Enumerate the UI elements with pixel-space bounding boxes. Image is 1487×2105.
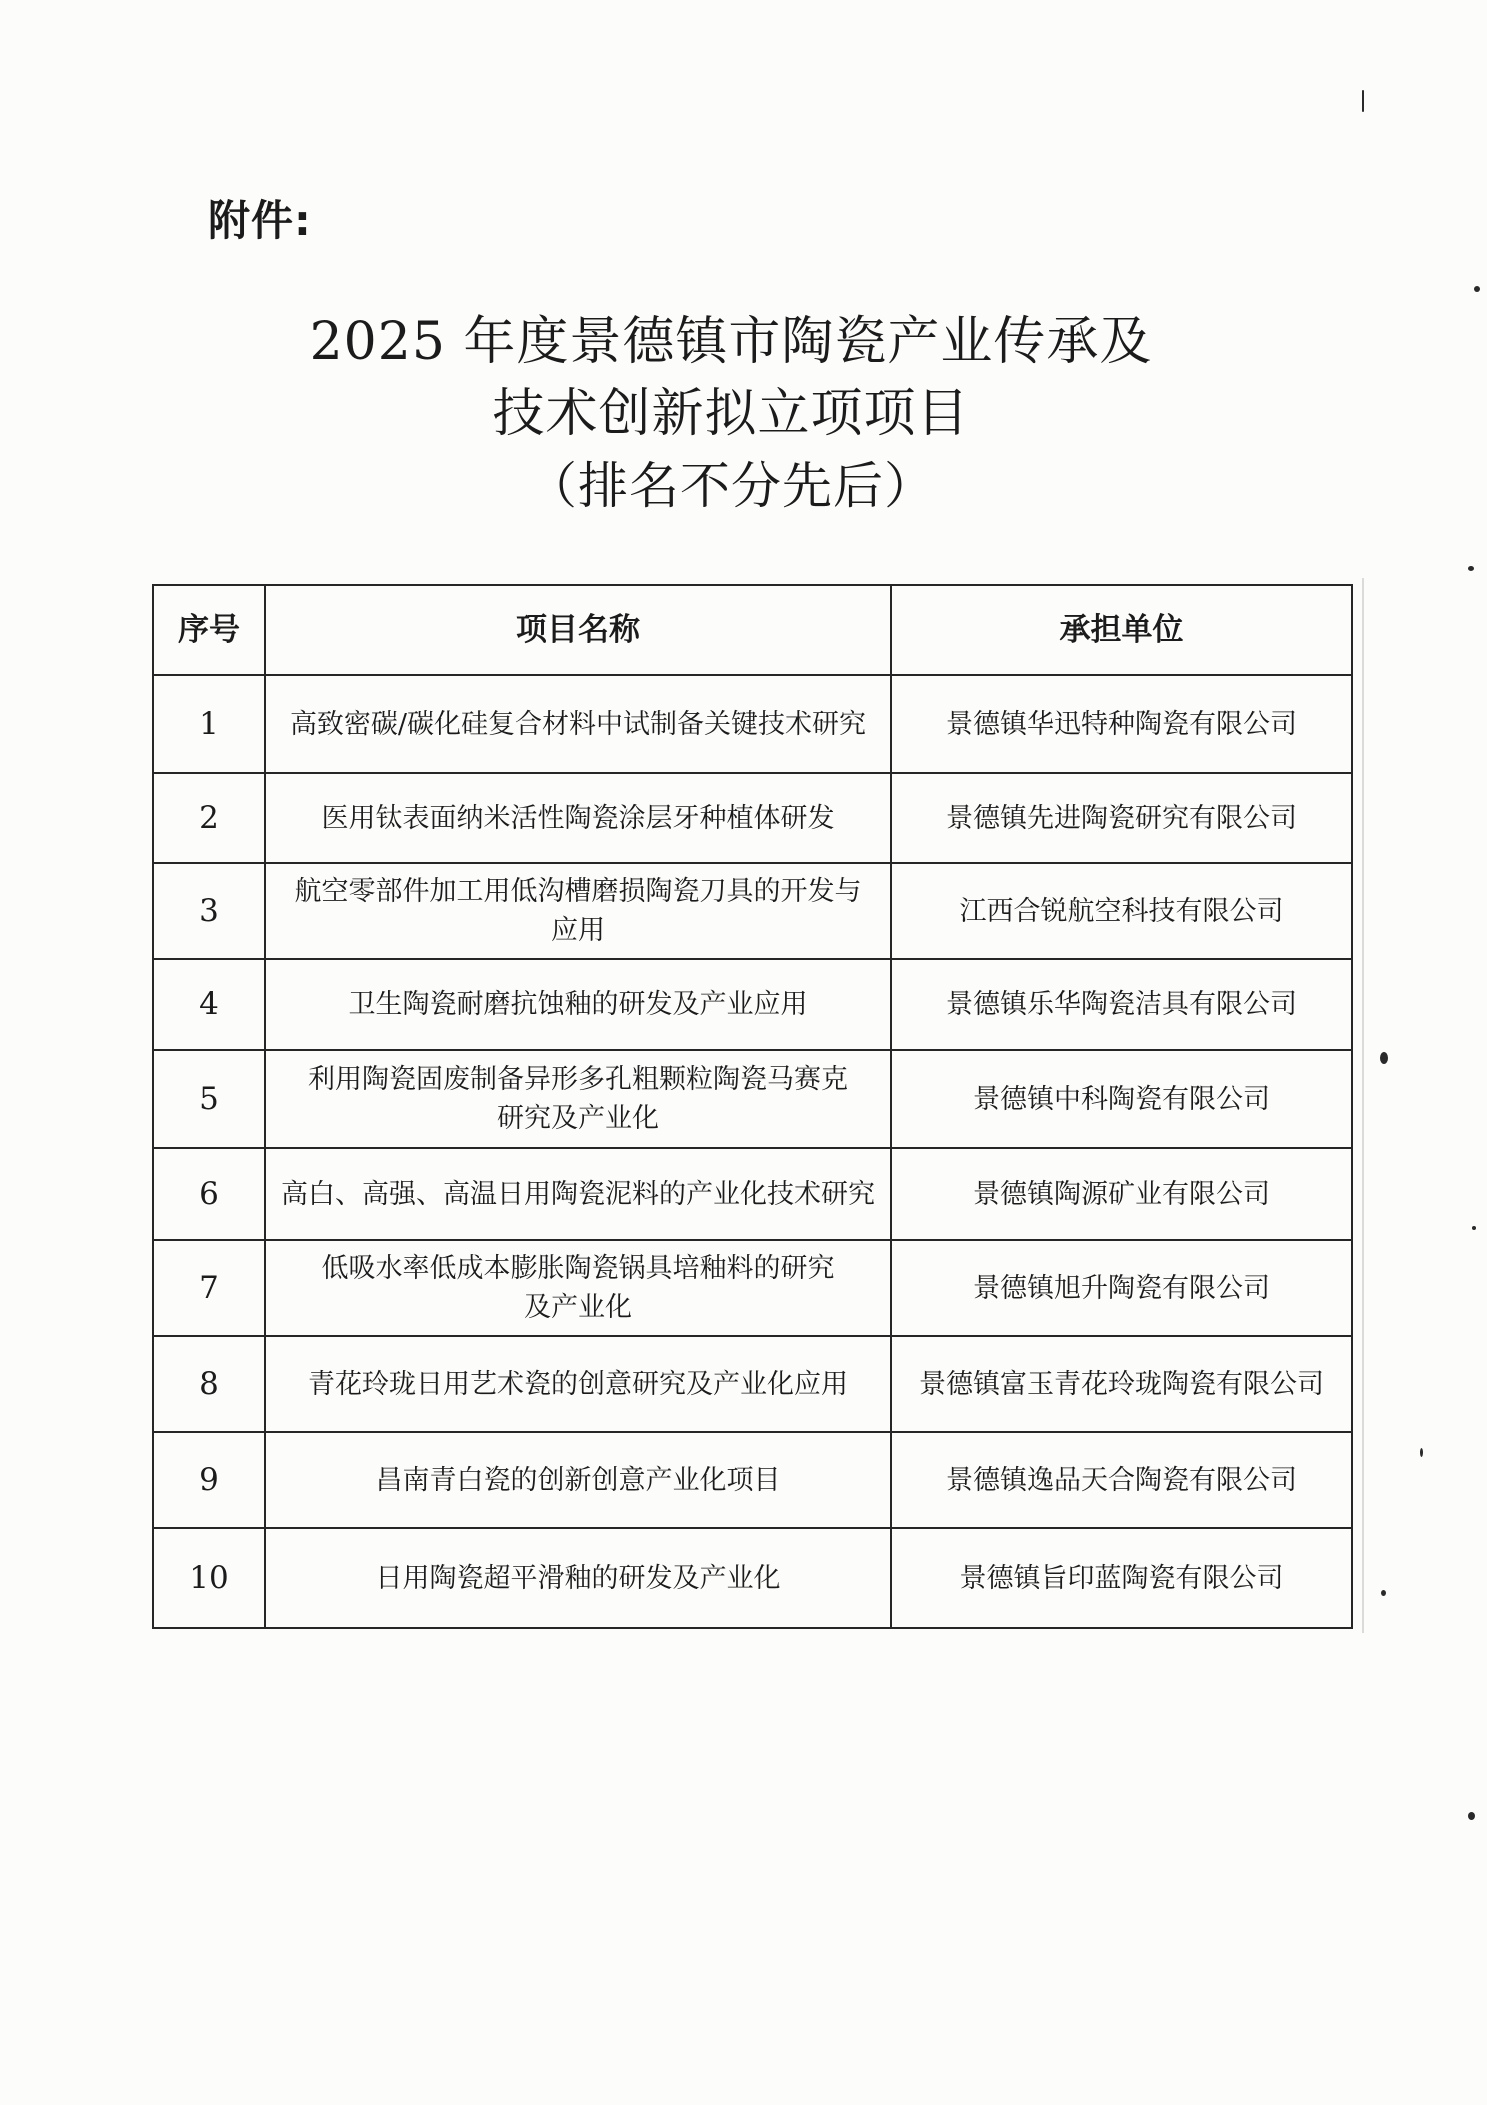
row-index: 9 bbox=[153, 1432, 265, 1528]
scan-speck bbox=[1380, 1052, 1388, 1064]
table-row bbox=[153, 1148, 1352, 1240]
table-row bbox=[153, 773, 1352, 863]
table-row bbox=[153, 863, 1352, 959]
projects-table bbox=[152, 584, 1353, 1629]
row-project-name: 青花玲珑日用艺术瓷的创意研究及产业化应用 bbox=[265, 1336, 891, 1432]
row-index: 1 bbox=[153, 675, 265, 773]
row-unit: 景德镇陶源矿业有限公司 bbox=[891, 1148, 1352, 1240]
scan-speck bbox=[1468, 566, 1474, 571]
row-project-name: 高致密碳/碳化硅复合材料中试制备关键技术研究 bbox=[265, 675, 891, 773]
row-index: 8 bbox=[153, 1336, 265, 1432]
scan-speck bbox=[1468, 1812, 1475, 1820]
table-row bbox=[153, 1050, 1352, 1148]
scan-streak bbox=[1362, 578, 1364, 1633]
document-title bbox=[0, 306, 1462, 522]
row-project-name: 昌南青白瓷的创新创意产业化项目 bbox=[265, 1432, 891, 1528]
title-line-2: 技术创新拟立项项目 bbox=[492, 384, 970, 444]
scan-speck bbox=[1420, 1448, 1423, 1457]
row-project-name: 高白、高强、高温日用陶瓷泥料的产业化技术研究 bbox=[265, 1148, 891, 1240]
title-line-1: 2025 年度景德镇市陶瓷产业传承及 bbox=[309, 312, 1153, 372]
row-index: 5 bbox=[153, 1050, 265, 1148]
header-project-name: 项目名称 bbox=[265, 585, 891, 675]
row-unit: 景德镇旨印蓝陶瓷有限公司 bbox=[891, 1528, 1352, 1628]
row-unit: 景德镇乐华陶瓷洁具有限公司 bbox=[891, 959, 1352, 1050]
row-index: 3 bbox=[153, 863, 265, 959]
row-index: 2 bbox=[153, 773, 265, 863]
table-row bbox=[153, 1240, 1352, 1336]
row-unit: 景德镇旭升陶瓷有限公司 bbox=[891, 1240, 1352, 1336]
table-row bbox=[153, 1432, 1352, 1528]
row-unit: 景德镇华迅特种陶瓷有限公司 bbox=[891, 675, 1352, 773]
row-project-name: 利用陶瓷固废制备异形多孔粗颗粒陶瓷马赛克 研究及产业化 bbox=[265, 1050, 891, 1148]
table-header-row bbox=[153, 585, 1352, 675]
row-index: 10 bbox=[153, 1528, 265, 1628]
row-project-name: 日用陶瓷超平滑釉的研发及产业化 bbox=[265, 1528, 891, 1628]
row-index: 6 bbox=[153, 1148, 265, 1240]
row-unit: 景德镇先进陶瓷研究有限公司 bbox=[891, 773, 1352, 863]
row-unit: 景德镇中科陶瓷有限公司 bbox=[891, 1050, 1352, 1148]
scan-speck bbox=[1381, 1590, 1386, 1596]
table-row bbox=[153, 675, 1352, 773]
header-index: 序号 bbox=[153, 585, 265, 675]
title-line-3: （排名不分先后） bbox=[527, 457, 935, 515]
attachment-label: 附件: bbox=[208, 196, 312, 245]
scan-speck bbox=[1474, 286, 1480, 292]
table-row bbox=[153, 959, 1352, 1050]
row-project-name: 航空零部件加工用低沟槽磨损陶瓷刀具的开发与 应用 bbox=[265, 863, 891, 959]
scan-speck bbox=[1472, 1226, 1476, 1230]
row-unit: 江西合锐航空科技有限公司 bbox=[891, 863, 1352, 959]
row-unit: 景德镇逸品天合陶瓷有限公司 bbox=[891, 1432, 1352, 1528]
row-project-name: 低吸水率低成本膨胀陶瓷锅具培釉料的研究 及产业化 bbox=[265, 1240, 891, 1336]
table-row bbox=[153, 1528, 1352, 1628]
row-index: 4 bbox=[153, 959, 265, 1050]
row-unit: 景德镇富玉青花玲珑陶瓷有限公司 bbox=[891, 1336, 1352, 1432]
scan-speck bbox=[1362, 90, 1364, 112]
table-row bbox=[153, 1336, 1352, 1432]
row-project-name: 医用钛表面纳米活性陶瓷涂层牙种植体研发 bbox=[265, 773, 891, 863]
header-unit: 承担单位 bbox=[891, 585, 1352, 675]
row-index: 7 bbox=[153, 1240, 265, 1336]
row-project-name: 卫生陶瓷耐磨抗蚀釉的研发及产业应用 bbox=[265, 959, 891, 1050]
